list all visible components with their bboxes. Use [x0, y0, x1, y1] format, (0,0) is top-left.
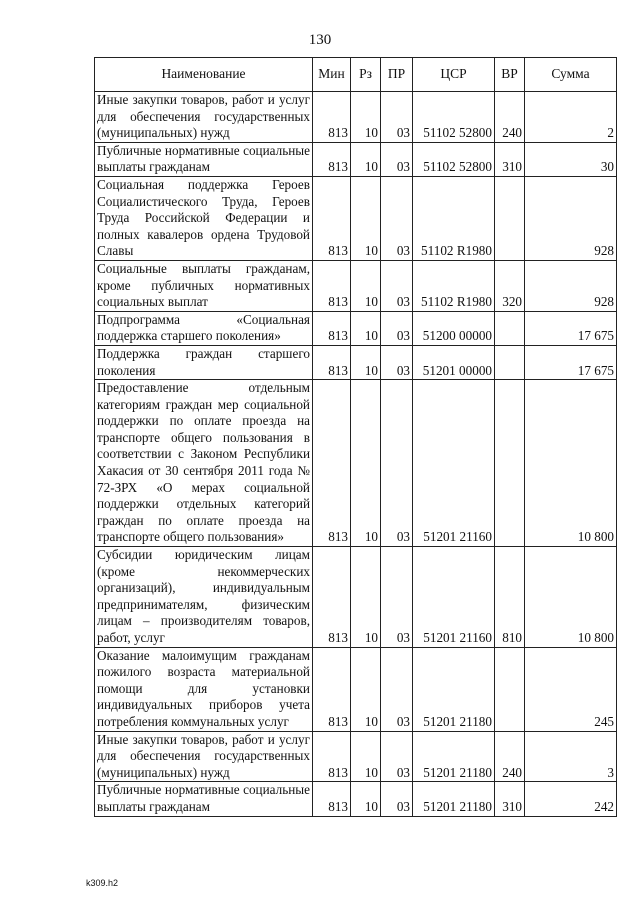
table-row	[95, 142, 617, 176]
row-name: Публичные нормативные социальные выплаты гражданам	[95, 142, 313, 176]
row-csr: 51201 21160	[413, 380, 495, 547]
header-vr: ВР	[495, 58, 525, 92]
row-csr: 51102 R1980	[413, 176, 495, 260]
row-sum: 10 800	[525, 380, 617, 547]
row-csr: 51201 21180	[413, 647, 495, 731]
row-min: 813	[313, 782, 351, 816]
row-rz: 10	[351, 782, 381, 816]
row-vr: 240	[495, 731, 525, 782]
row-sum: 17 675	[525, 311, 617, 345]
row-csr: 51102 R1980	[413, 260, 495, 311]
table-row	[95, 311, 617, 345]
header-name: Наименование	[95, 58, 313, 92]
row-pr: 03	[381, 345, 413, 379]
row-min: 813	[313, 547, 351, 648]
row-sum: 10 800	[525, 547, 617, 648]
row-csr: 51102 52800	[413, 92, 495, 143]
row-csr: 51201 21180	[413, 731, 495, 782]
row-vr	[495, 311, 525, 345]
row-min: 813	[313, 647, 351, 731]
row-min: 813	[313, 311, 351, 345]
table-row	[95, 547, 617, 648]
row-rz: 10	[351, 547, 381, 648]
row-sum: 30	[525, 142, 617, 176]
row-vr	[495, 380, 525, 547]
row-min: 813	[313, 92, 351, 143]
row-pr: 03	[381, 260, 413, 311]
row-vr: 320	[495, 260, 525, 311]
row-min: 813	[313, 345, 351, 379]
row-name: Иные закупки товаров, работ и услуг для обеспечения государственных (муниципальных) нужд	[95, 92, 313, 143]
row-pr: 03	[381, 142, 413, 176]
table-row	[95, 92, 617, 143]
row-rz: 10	[351, 260, 381, 311]
row-vr: 310	[495, 142, 525, 176]
header-row	[95, 58, 617, 92]
row-csr: 51201 21180	[413, 782, 495, 816]
table-row	[95, 260, 617, 311]
row-name: Предоставление отдельным категориям граждан мер социальной поддержки по оплате проезда на транспорте общего пользования в соответствии с Законом Республики Хакасия от 30 сентября 2011 года № 72-ЗРХ «О мерах социальной поддержки отдельных категорий граждан по оплате проезда на транспорте общего пользования»	[95, 380, 313, 547]
row-sum: 928	[525, 260, 617, 311]
row-vr: 310	[495, 782, 525, 816]
header-rz: Рз	[351, 58, 381, 92]
header-sum: Сумма	[525, 58, 617, 92]
row-min: 813	[313, 142, 351, 176]
row-csr: 51102 52800	[413, 142, 495, 176]
row-csr: 51200 00000	[413, 311, 495, 345]
row-rz: 10	[351, 92, 381, 143]
table-row	[95, 380, 617, 547]
row-sum: 2	[525, 92, 617, 143]
row-sum: 928	[525, 176, 617, 260]
row-rz: 10	[351, 176, 381, 260]
row-rz: 10	[351, 345, 381, 379]
header-pr: ПР	[381, 58, 413, 92]
row-min: 813	[313, 260, 351, 311]
footer-code: k309.h2	[86, 878, 119, 888]
row-pr: 03	[381, 647, 413, 731]
row-pr: 03	[381, 311, 413, 345]
row-name: Иные закупки товаров, работ и услуг для обеспечения государственных (муниципальных) нужд	[95, 731, 313, 782]
row-vr: 240	[495, 92, 525, 143]
row-min: 813	[313, 731, 351, 782]
row-vr: 810	[495, 547, 525, 648]
row-pr: 03	[381, 176, 413, 260]
row-name: Подпрограмма «Социальная поддержка старшего поколения»	[95, 311, 313, 345]
page-number: 130	[308, 32, 332, 48]
row-rz: 10	[351, 647, 381, 731]
row-name: Публичные нормативные социальные выплаты гражданам	[95, 782, 313, 816]
row-vr	[495, 647, 525, 731]
row-name: Поддержка граждан старшего поколения	[95, 345, 313, 379]
table-row	[95, 345, 617, 379]
row-vr	[495, 345, 525, 379]
row-rz: 10	[351, 731, 381, 782]
row-pr: 03	[381, 782, 413, 816]
row-sum: 3	[525, 731, 617, 782]
row-sum: 17 675	[525, 345, 617, 379]
header-min: Мин	[313, 58, 351, 92]
row-rz: 10	[351, 380, 381, 547]
row-name: Субсидии юридическим лицам (кроме некоммерческих организаций), индивидуальным предпринимателям, физическим лицам – производителям товаров, работ, услуг	[95, 547, 313, 648]
row-vr	[495, 176, 525, 260]
row-rz: 10	[351, 311, 381, 345]
row-pr: 03	[381, 731, 413, 782]
row-csr: 51201 21160	[413, 547, 495, 648]
header-csr: ЦСР	[413, 58, 495, 92]
table-row	[95, 731, 617, 782]
budget-table	[94, 57, 617, 817]
row-min: 813	[313, 176, 351, 260]
row-pr: 03	[381, 92, 413, 143]
table-row	[95, 647, 617, 731]
table-row	[95, 782, 617, 816]
row-name: Социальная поддержка Героев Социалистического Труда, Героев Труда Российской Федерации и полных кавалеров ордена Трудовой Славы	[95, 176, 313, 260]
table-row	[95, 176, 617, 260]
row-name: Социальные выплаты гражданам, кроме публичных нормативных социальных выплат	[95, 260, 313, 311]
row-csr: 51201 00000	[413, 345, 495, 379]
row-sum: 245	[525, 647, 617, 731]
row-pr: 03	[381, 547, 413, 648]
row-sum: 242	[525, 782, 617, 816]
row-rz: 10	[351, 142, 381, 176]
row-pr: 03	[381, 380, 413, 547]
row-min: 813	[313, 380, 351, 547]
row-name: Оказание малоимущим гражданам пожилого возраста материальной помощи для установки индивидуальных приборов учета потребления коммунальных услуг	[95, 647, 313, 731]
